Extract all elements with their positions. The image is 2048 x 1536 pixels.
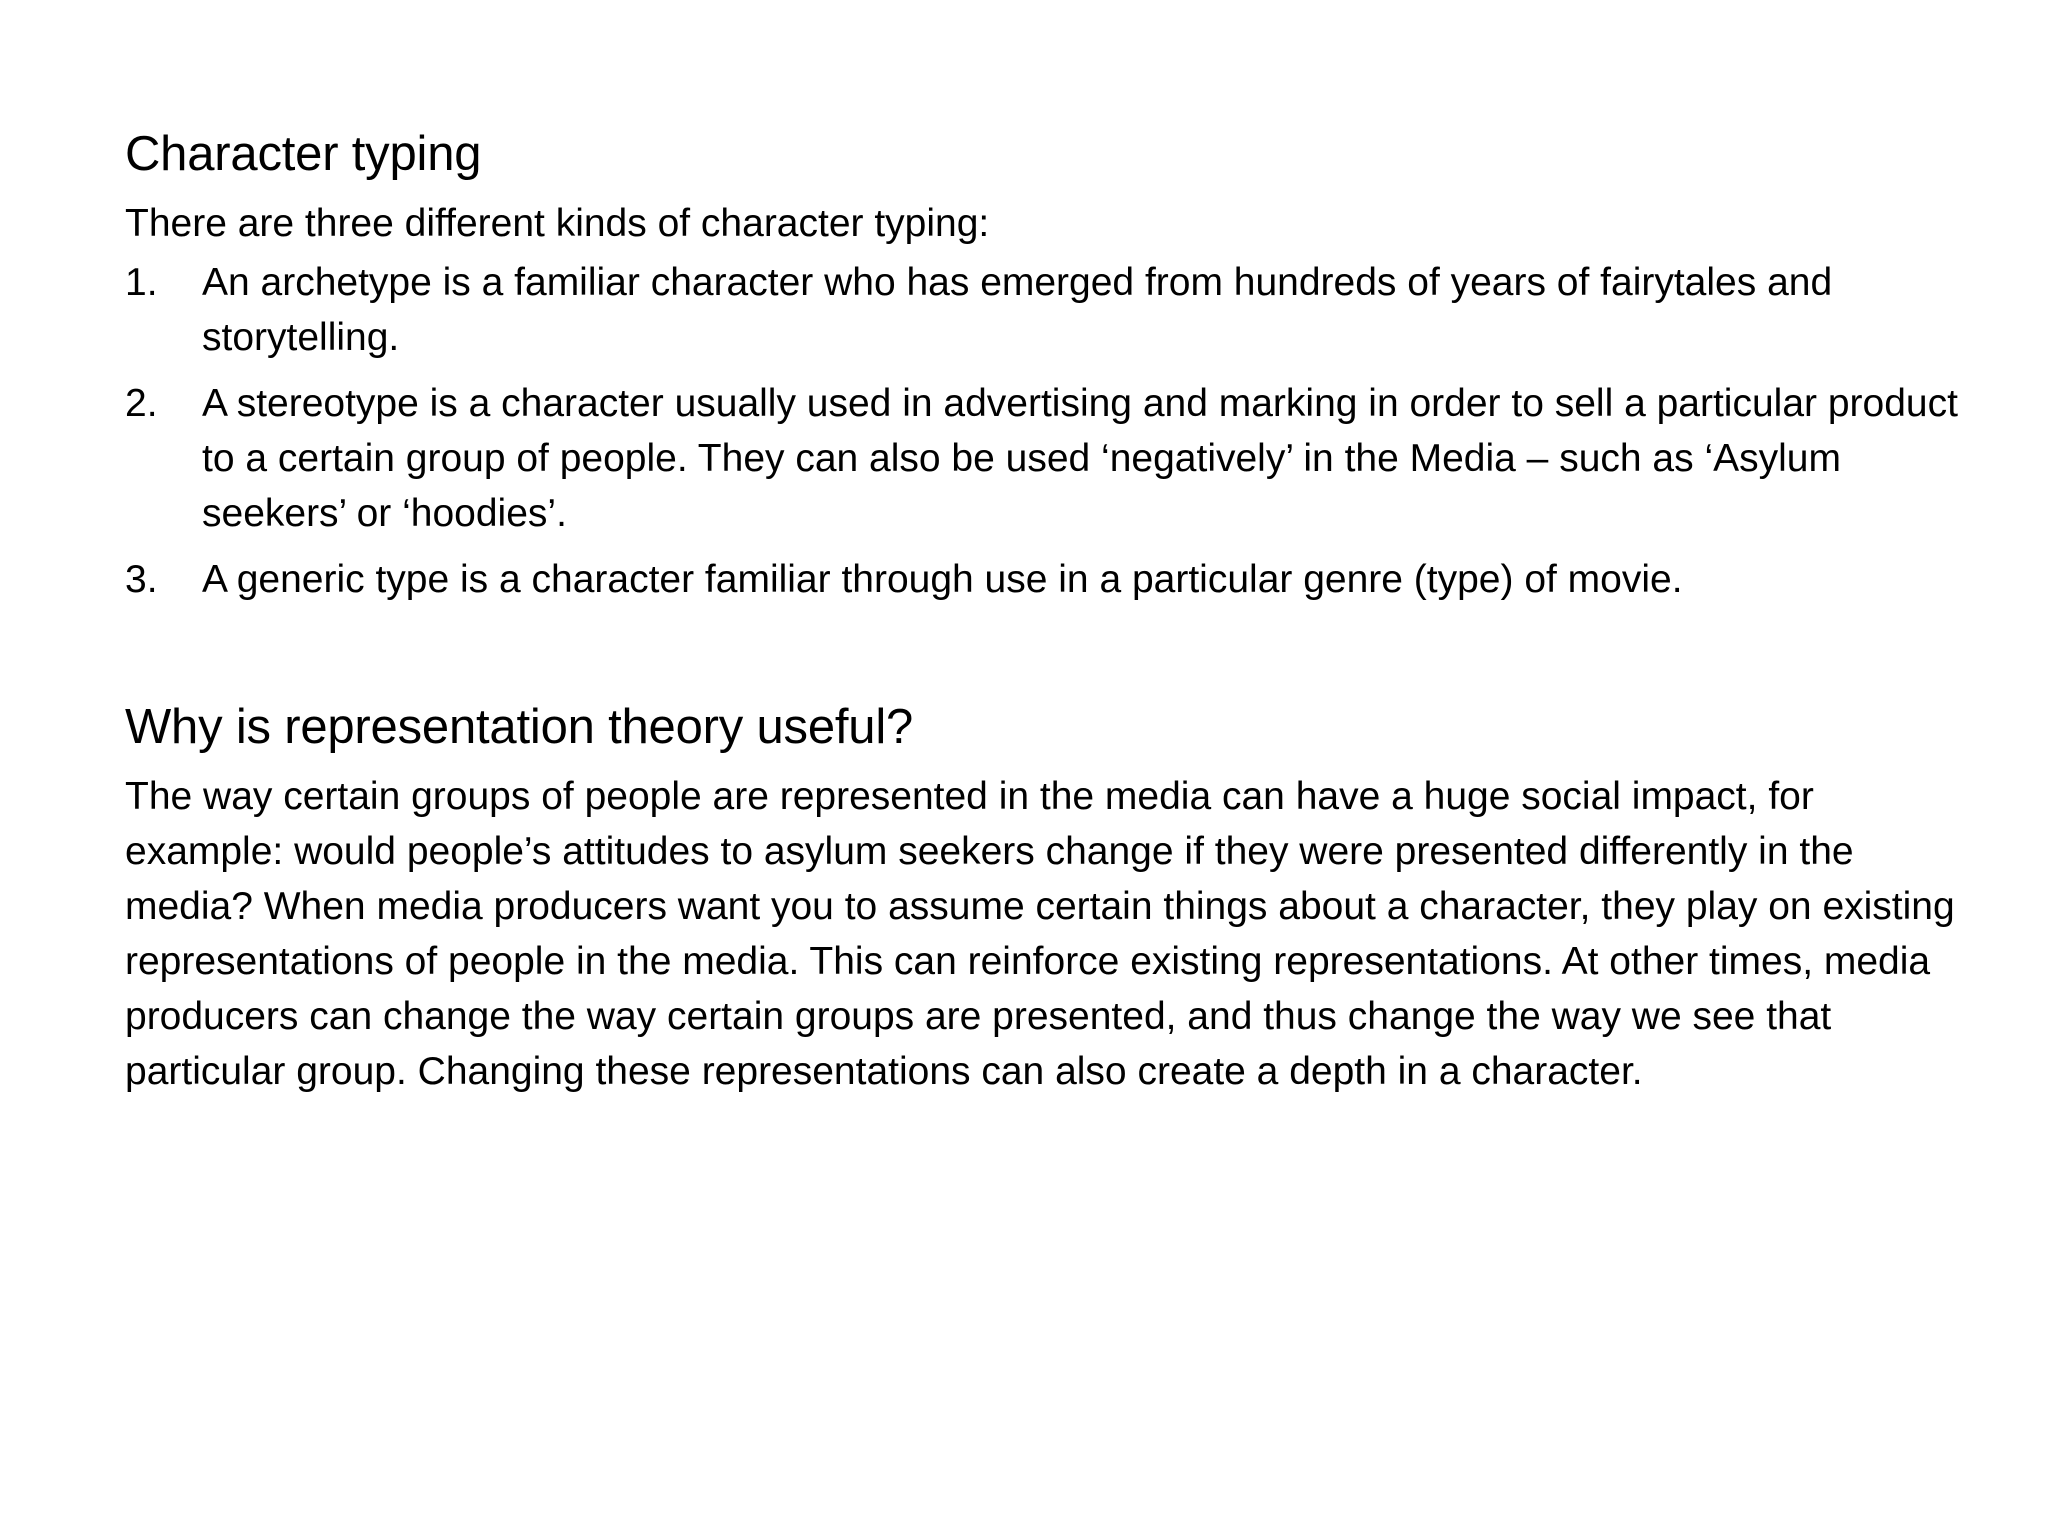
- list-item: [125, 255, 1965, 365]
- section-heading-representation-theory: Why is representation theory useful?: [125, 700, 914, 754]
- list-item-text: A stereotype is a character usually used in advertising and marking in order to sell a particular product to a certain group of people. They can also be used ‘negatively’ in the Media – such as ‘Asylum seekers’ or ‘hoodies’.: [202, 382, 1958, 535]
- intro-text: There are three different kinds of character typing:: [125, 202, 990, 245]
- list-item-text: An archetype is a familiar character who has emerged from hundreds of years of fairytales and storytelling.: [202, 261, 1833, 359]
- list-number: 1.: [125, 261, 158, 304]
- list-number: 2.: [125, 382, 158, 425]
- character-typing-list: [125, 255, 1965, 607]
- slide-content: [125, 122, 1965, 1099]
- representation-theory-section: [125, 695, 1965, 1099]
- list-item-text: A generic type is a character familiar through use in a particular genre (type) of movie.: [202, 558, 1683, 601]
- section-paragraph: The way certain groups of people are represented in the media can have a huge social impact, for example: would people’s attitudes to asylum seekers change if they were presented differently in the media? When media producers want you to assume certain things about a character, they play on existing representations of people in the media. This can reinforce existing representations. At other times, media producers can change the way certain groups are presented, and thus change the way we see that particular group. Changing these representations can also create a depth in a character.: [125, 775, 1955, 1093]
- list-item: [125, 552, 1965, 607]
- character-typing-section: [125, 122, 1965, 607]
- list-number: 3.: [125, 558, 158, 601]
- section-heading-character-typing: Character typing: [125, 127, 482, 181]
- list-item: [125, 376, 1965, 541]
